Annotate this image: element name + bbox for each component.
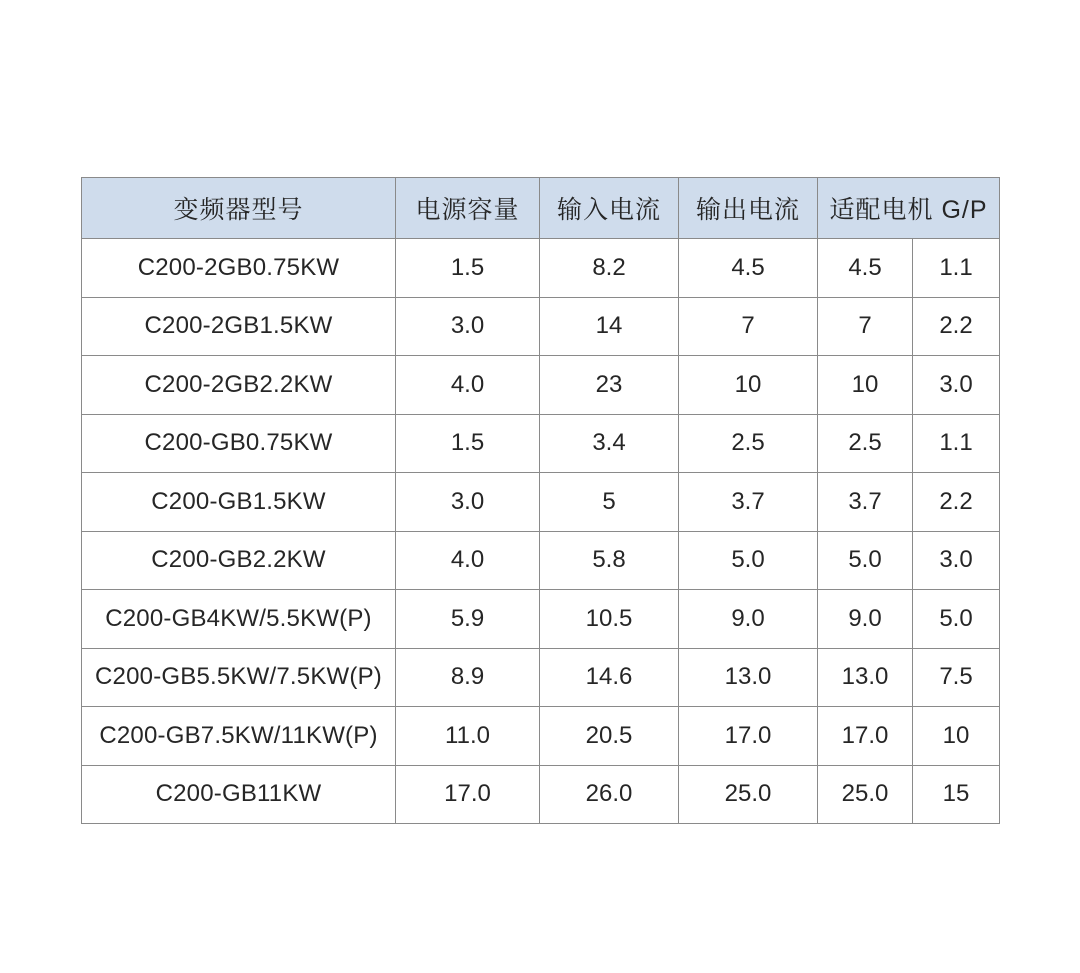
cell-motor-p: 15 [913,765,1000,824]
cell-input-current: 8.2 [540,239,679,298]
cell-motor-p: 1.1 [913,414,1000,473]
cell-model: C200-GB11KW [82,765,396,824]
cell-motor-g: 2.5 [818,414,913,473]
column-header-capacity: 电源容量 [396,178,540,239]
table-row [82,473,1000,532]
cell-motor-p: 2.2 [913,473,1000,532]
cell-output-current: 25.0 [679,765,818,824]
table-header-row [82,178,1000,239]
cell-input-current: 3.4 [540,414,679,473]
cell-model: C200-GB4KW/5.5KW(P) [82,590,396,649]
cell-capacity: 5.9 [396,590,540,649]
cell-motor-g: 4.5 [818,239,913,298]
cell-output-current: 13.0 [679,648,818,707]
cell-motor-p: 5.0 [913,590,1000,649]
table-header [82,178,1000,239]
table-row [82,531,1000,590]
cell-model: C200-GB1.5KW [82,473,396,532]
cell-output-current: 3.7 [679,473,818,532]
column-header-motor: 适配电机 G/P [818,178,1000,239]
cell-motor-g: 7 [818,297,913,356]
cell-capacity: 4.0 [396,356,540,415]
table-row [82,297,1000,356]
cell-motor-p: 1.1 [913,239,1000,298]
cell-motor-p: 10 [913,707,1000,766]
cell-capacity: 3.0 [396,297,540,356]
cell-output-current: 10 [679,356,818,415]
cell-capacity: 11.0 [396,707,540,766]
cell-motor-g: 25.0 [818,765,913,824]
cell-motor-g: 3.7 [818,473,913,532]
cell-model: C200-GB7.5KW/11KW(P) [82,707,396,766]
inverter-spec-table [81,177,1000,824]
cell-capacity: 17.0 [396,765,540,824]
cell-output-current: 7 [679,297,818,356]
cell-model: C200-2GB1.5KW [82,297,396,356]
cell-model: C200-GB5.5KW/7.5KW(P) [82,648,396,707]
cell-motor-g: 10 [818,356,913,415]
cell-input-current: 23 [540,356,679,415]
cell-capacity: 1.5 [396,239,540,298]
cell-input-current: 5 [540,473,679,532]
cell-output-current: 4.5 [679,239,818,298]
cell-input-current: 26.0 [540,765,679,824]
cell-motor-p: 7.5 [913,648,1000,707]
table-row [82,590,1000,649]
cell-motor-g: 13.0 [818,648,913,707]
cell-motor-p: 3.0 [913,356,1000,415]
cell-output-current: 5.0 [679,531,818,590]
cell-motor-g: 5.0 [818,531,913,590]
cell-input-current: 14.6 [540,648,679,707]
cell-motor-p: 3.0 [913,531,1000,590]
table-row [82,356,1000,415]
cell-capacity: 4.0 [396,531,540,590]
table-row [82,414,1000,473]
table-body [82,239,1000,824]
table-row [82,765,1000,824]
cell-output-current: 9.0 [679,590,818,649]
table-row [82,707,1000,766]
cell-model: C200-2GB0.75KW [82,239,396,298]
cell-input-current: 10.5 [540,590,679,649]
table-row [82,648,1000,707]
column-header-output-current: 输出电流 [679,178,818,239]
table-row [82,239,1000,298]
cell-capacity: 1.5 [396,414,540,473]
column-header-model: 变频器型号 [82,178,396,239]
cell-input-current: 5.8 [540,531,679,590]
cell-motor-g: 17.0 [818,707,913,766]
cell-model: C200-2GB2.2KW [82,356,396,415]
cell-model: C200-GB0.75KW [82,414,396,473]
cell-input-current: 14 [540,297,679,356]
cell-motor-p: 2.2 [913,297,1000,356]
cell-capacity: 8.9 [396,648,540,707]
cell-model: C200-GB2.2KW [82,531,396,590]
cell-output-current: 2.5 [679,414,818,473]
cell-input-current: 20.5 [540,707,679,766]
cell-output-current: 17.0 [679,707,818,766]
spec-table-container [81,177,999,824]
cell-motor-g: 9.0 [818,590,913,649]
column-header-input-current: 输入电流 [540,178,679,239]
cell-capacity: 3.0 [396,473,540,532]
